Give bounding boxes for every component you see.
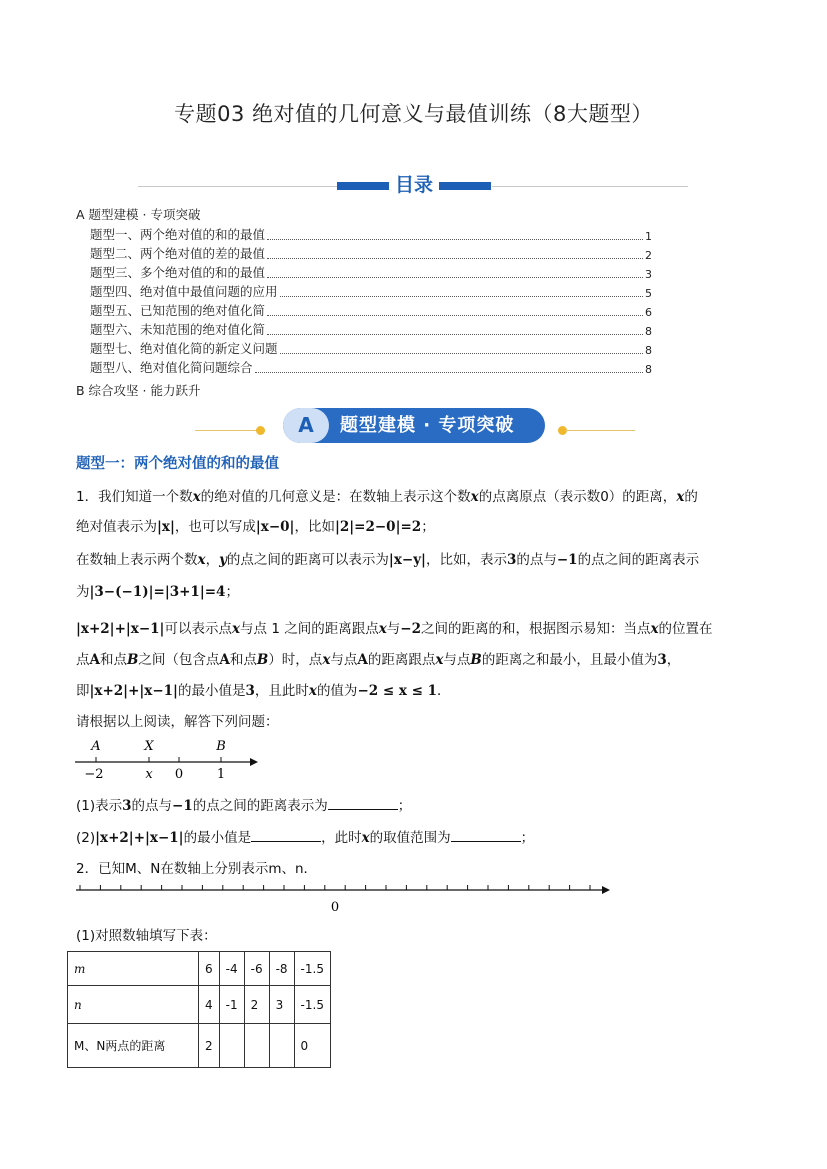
table-cell: -4 — [219, 952, 244, 986]
toc-item[interactable]: 题型六、未知范围的绝对值化简 8 — [90, 322, 652, 338]
table-row — [68, 1024, 331, 1068]
q1-line-7: 即|x+2|+|x−1|的最小值是3，且此时x的值为−2 ≤ x ≤ 1． — [76, 683, 451, 699]
label-a: A — [91, 739, 101, 754]
answer-blank[interactable] — [251, 829, 321, 842]
table-cell: -6 — [244, 952, 269, 986]
toc-item[interactable]: 题型二、两个绝对值的差的最值 2 — [90, 246, 652, 262]
banner-text: 题型建模 · 专项突破 — [340, 415, 515, 436]
toc-item[interactable]: 题型四、绝对值中最值问题的应用 5 — [90, 284, 652, 300]
tick-label: 1 — [216, 767, 226, 782]
table-head: m — [68, 952, 199, 986]
tick-label: −2 — [84, 767, 104, 782]
table-cell[interactable]: 2 — [199, 1024, 220, 1068]
banner-dot-left — [256, 426, 265, 435]
q1-line-2: 绝对值表示为|x|，也可以写成|x−0|，比如|2|=2−0|=2； — [76, 519, 435, 535]
q1-line-4: 为|3−(−1)|=|3+1|=4； — [76, 584, 239, 600]
label-b: B — [216, 739, 226, 754]
tick-label: 0 — [174, 767, 184, 782]
table-head: M、N两点的距离 — [68, 1024, 199, 1068]
q1-sub-1: (1)表示3的点与−1的点之间的距离表示为 ； — [76, 798, 412, 814]
table-cell[interactable] — [219, 1024, 244, 1068]
toc-section-b[interactable]: B 综合攻坚 · 能力跃升 — [76, 383, 201, 398]
arrow-icon — [250, 758, 258, 766]
toc-heading: 目录 — [394, 174, 433, 196]
toc-item[interactable]: 题型一、两个绝对值的和的最值 1 — [90, 227, 652, 243]
toc-section-a[interactable]: A 题型建模 · 专项突破 — [76, 207, 201, 222]
toc-item[interactable]: 题型三、多个绝对值的和的最值 3 — [90, 265, 652, 281]
q1-line-1: 1．我们知道一个数x的绝对值的几何意义是：在数轴上表示这个数x的点离原点（表示数0）的距离，x的 — [76, 489, 698, 505]
q1-prompt: 请根据以上阅读，解答下列问题： — [76, 714, 279, 730]
toc-bar-left — [337, 182, 389, 190]
table-head: n — [68, 986, 199, 1024]
q1-sub-2: (2)|x+2|+|x−1|的最小值是 ，此时x的取值范围为 ； — [76, 830, 535, 846]
table-cell: -1.5 — [294, 986, 330, 1024]
q1-line-3: 在数轴上表示两个数x，y的点之间的距离可以表示为|x−y|，比如，表示3的点与−1的点之间的距离表示 — [76, 552, 700, 568]
toc-bar-right — [439, 182, 491, 190]
q2-line: 2．已知M、N在数轴上分别表示m、n． — [76, 861, 318, 877]
table-cell: 3 — [269, 986, 294, 1024]
arrow-icon — [602, 886, 610, 894]
toc-item[interactable]: 题型五、已知范围的绝对值化简 6 — [90, 303, 652, 319]
toc-divider-left — [138, 186, 338, 187]
zero-label: 0 — [330, 900, 340, 915]
banner-line-left — [195, 430, 265, 431]
number-line-2 — [72, 880, 617, 916]
table-row — [68, 986, 331, 1024]
distance-table — [67, 951, 331, 1068]
table-cell[interactable] — [269, 1024, 294, 1068]
toc-item[interactable]: 题型八、绝对值化简问题综合 8 — [90, 360, 652, 376]
table-cell: -1.5 — [294, 952, 330, 986]
answer-blank[interactable] — [451, 829, 521, 842]
table-cell: 4 — [199, 986, 220, 1024]
page-title: 专题03 绝对值的几何意义与最值训练（8大题型） — [174, 102, 653, 126]
table-cell: 6 — [199, 952, 220, 986]
q1-line-5: |x+2|+|x−1|可以表示点x与点 1 之间的距离跟点x与−2之间的距离的和，根据图示易知：当点x的位置在 — [76, 621, 713, 637]
q1-line-6: 点A和点B之间（包含点A和点B）时，点x与点A的距离跟点x与点B的距离之和最小，且最小值为3， — [76, 652, 681, 668]
table-row — [68, 952, 331, 986]
table-cell[interactable]: 0 — [294, 1024, 330, 1068]
toc-item[interactable]: 题型七、绝对值化简的新定义问题 8 — [90, 341, 652, 357]
tick-label: x — [145, 767, 153, 782]
banner-badge: A — [283, 408, 329, 443]
table-cell: -1 — [219, 986, 244, 1024]
banner-line-right — [565, 430, 635, 431]
table-cell[interactable] — [244, 1024, 269, 1068]
table-cell: 2 — [244, 986, 269, 1024]
toc-divider-right — [492, 186, 688, 187]
table-cell: -8 — [269, 952, 294, 986]
section-heading: 题型一：两个绝对值的和的最值 — [76, 456, 279, 472]
label-x: X — [144, 739, 154, 754]
q2-sub-1: (1)对照数轴填写下表： — [76, 928, 217, 944]
number-line-1 — [70, 735, 260, 783]
answer-blank[interactable] — [328, 797, 398, 810]
